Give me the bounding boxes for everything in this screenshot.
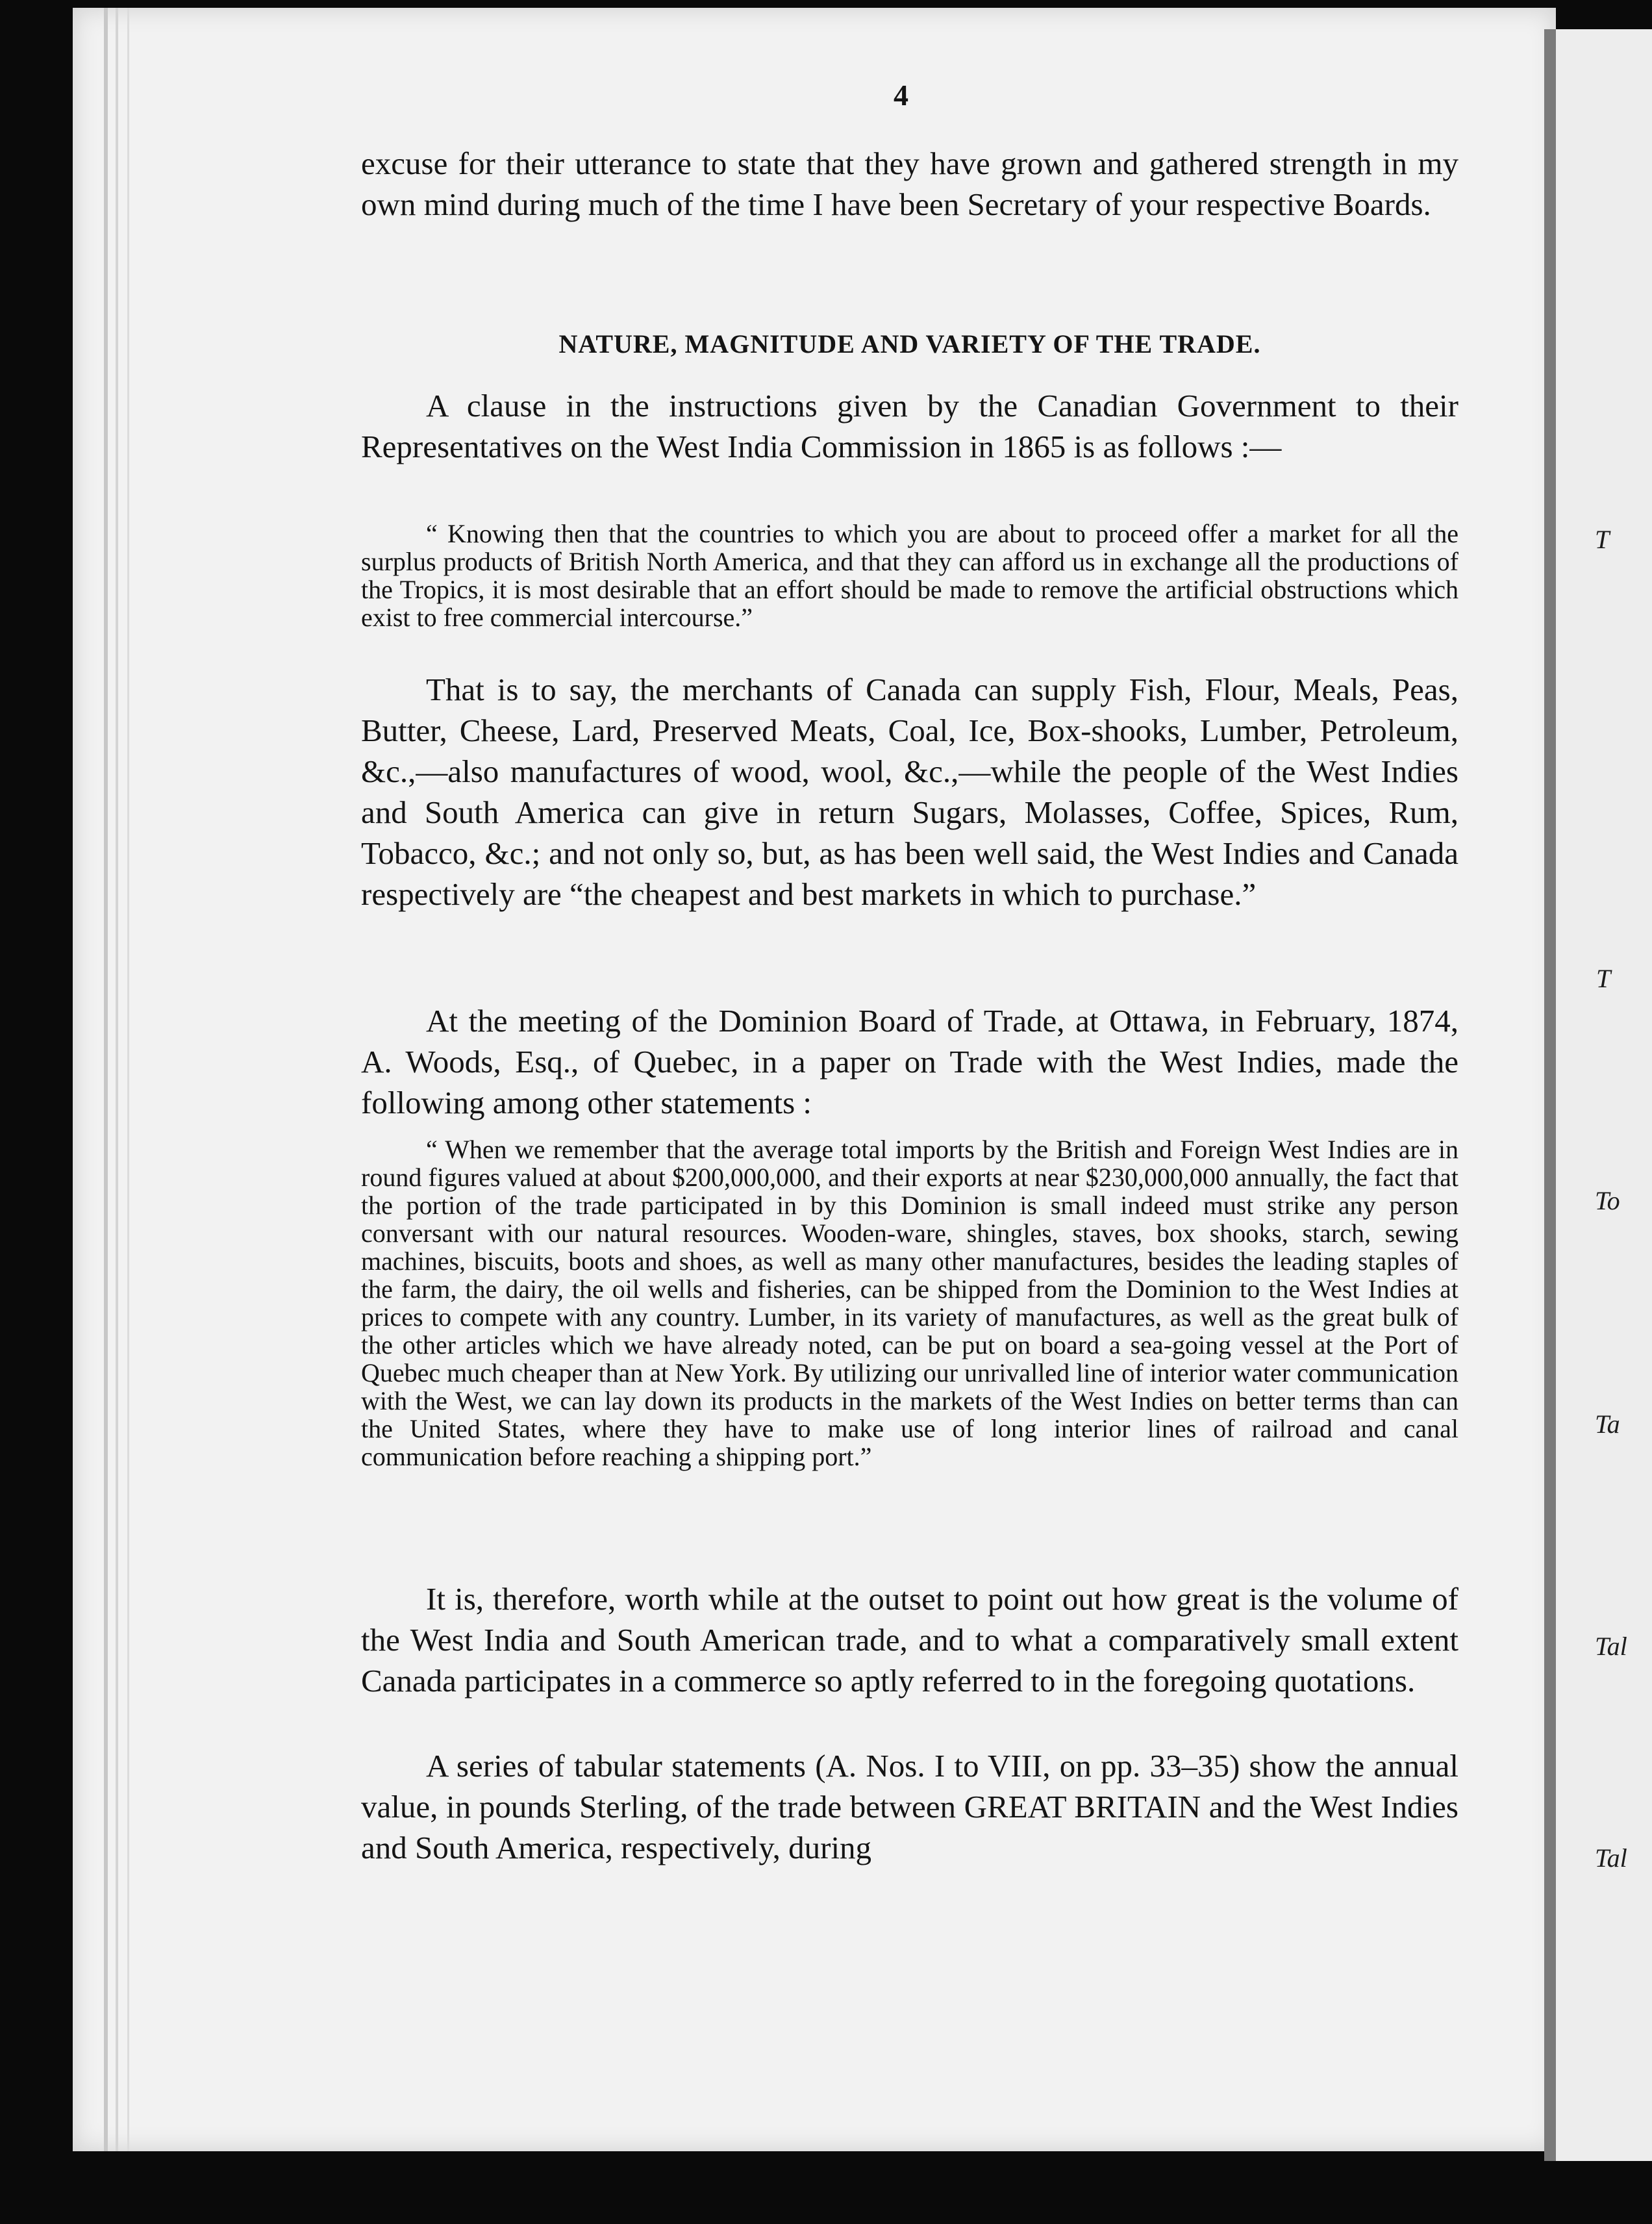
block-quote: “ Knowing then that the countries to which you are about to proceed offer a market for all the surplus products of British North America, and that they can afford us in exchange all the productions of the Tropics, it is most desirable that an effort should be made to remove the artificial obstructions which exist to free commercial intercourse.”	[361, 519, 1458, 632]
adjacent-page-fragment: Tal	[1595, 1843, 1627, 1873]
body-paragraph: At the meeting of the Dominion Board of Trade, at Ottawa, in February, 1874, A. Woods, Esq., of Quebec, in a paper on Trade with the West Indies, made the following among other statements :	[361, 1003, 1458, 1120]
body-paragraph: A series of tabular statements (A. Nos. I to VIII, on pp. 33–35) show the annual value, in pounds Sterling, of the trade between GREAT BRITAIN and the West Indies and South America, respectively, during	[361, 1748, 1458, 1865]
adjacent-page-fragment: Tal	[1595, 1632, 1627, 1661]
adjacent-page-fragment: T	[1595, 525, 1610, 554]
body-paragraph: A clause in the instructions given by the Canadian Government to their Representatives on the West India Commission in 1865 is as follows :—	[361, 388, 1458, 464]
body-paragraph: It is, therefore, worth while at the outset to point out how great is the volume of the West India and South American trade, and to what a comparatively small extent Canada participates in a commerce so aptly referred to in the foregoing quotations.	[361, 1581, 1458, 1699]
adjacent-page-fragment: To	[1595, 1186, 1620, 1215]
page-spine-edge	[127, 8, 129, 2151]
adjacent-page-fragment: T	[1596, 964, 1611, 993]
section-heading: NATURE, MAGNITUDE AND VARIETY OF THE TRADE.	[558, 329, 1261, 359]
page-spine-edge	[104, 8, 108, 2151]
body-paragraph: That is to say, the merchants of Canada can supply Fish, Flour, Meals, Peas, Butter, Cheese, Lard, Preserved Meats, Coal, Ice, Box-shooks, Lumber, Petroleum, &c.,—also manufactures of wood, wool, &c.,—while the people of the West Indies and South America can give in return Sugars, Molasses, Coffee, Spices, Rum, Tobacco, &c.; and not only so, but, as has been well said, the West Indies and Canada respectively are “the cheapest and best markets in which to purchase.”	[361, 672, 1458, 912]
page-spine-edge	[116, 8, 118, 2151]
page-number: 4	[894, 79, 908, 112]
adjacent-page-fragment: Ta	[1595, 1409, 1620, 1439]
adjacent-page-edge	[1544, 29, 1652, 2161]
block-quote: “ When we remember that the average total imports by the British and Foreign West Indies are in round figures valued at about $200,000,000, and their exports at near $230,000,000 annually, the fact that the portion of the trade participated in by this Dominion is small indeed must strike any person conversant with our natural resources. Wooden-ware, shingles, staves, box shooks, starch, sewing machines, biscuits, boots and shoes, as well as many other manufactures, besides the leading staples of the farm, the dairy, the oil wells and fisheries, can be shipped from the Dominion to the West Indies at prices to compete with any country. Lumber, in its variety of manufactures, as well as the great bulk of the other articles which we have already noted, can be put on board a sea-going vessel at the Port of Quebec much cheaper than at New York. By utilizing our unrivalled line of interior water communication with the West, we can lay down its products in the markets of the West Indies on better terms than can the United States, where they have to make use of long interior lines of railroad and canal communication before reaching a shipping port.”	[361, 1135, 1458, 1471]
continued-paragraph: excuse for their utterance to state that they have grown and gathered strength in my own mind during much of the time I have been Secretary of your respective Boards.	[361, 145, 1458, 222]
